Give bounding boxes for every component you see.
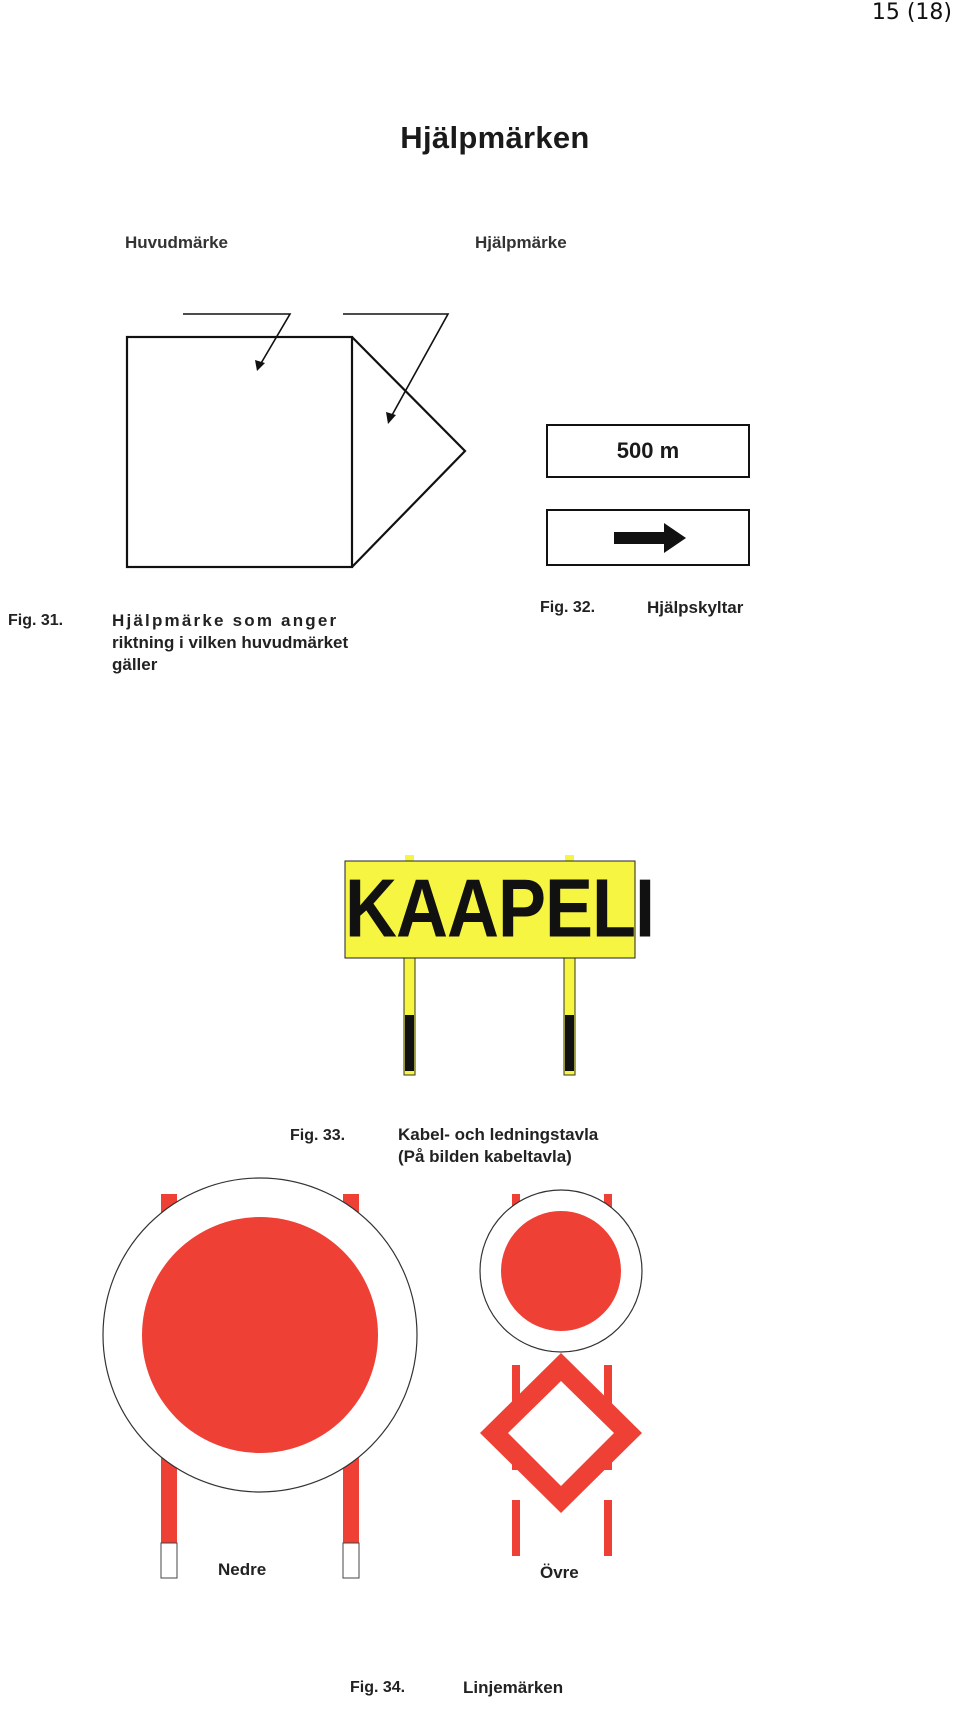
label-lower-marker: Nedre <box>218 1560 267 1579</box>
line-marker-upper <box>480 1190 642 1556</box>
distance-plate-text: 500 m <box>616 438 680 463</box>
pointer-arrow-main <box>183 314 290 365</box>
fig32-caption: Hjälpskyltar <box>647 598 744 617</box>
cable-sign-text: KAAPELI <box>345 862 655 955</box>
fig31-caption <box>112 610 348 676</box>
page-number: 15 (18) <box>871 0 952 25</box>
fig33-caption <box>398 1124 598 1168</box>
fig31-caption-line2: riktning i vilken huvudmärket <box>112 633 349 652</box>
fig33-caption-line1: Kabel- och ledningstavla <box>398 1125 599 1144</box>
pointer-arrow-aux <box>343 314 448 417</box>
lower-marker-disc <box>142 1217 378 1453</box>
pointer-arrow-aux-head <box>386 412 396 424</box>
fig33-number: Fig. 33. <box>290 1127 346 1144</box>
fig32-number: Fig. 32. <box>540 599 596 616</box>
label-auxiliary-sign: Hjälpmärke <box>475 233 567 252</box>
line-marker-lower <box>103 1178 417 1578</box>
fig34-number: Fig. 34. <box>350 1679 406 1696</box>
fig31-caption-line1: Hjälpmärke som anger <box>112 611 339 630</box>
fig31-caption-line3: gäller <box>112 655 158 674</box>
label-main-sign: Huvudmärke <box>125 233 228 252</box>
main-sign-square <box>127 337 352 567</box>
fig33-caption-line2: (På bilden kabeltavla) <box>398 1147 572 1166</box>
page-title: Hjälpmärken <box>400 120 590 155</box>
label-upper-marker: Övre <box>540 1563 579 1582</box>
fig34-caption: Linjemärken <box>463 1678 564 1697</box>
pointer-arrow-main-head <box>255 360 265 371</box>
upper-marker-disc <box>501 1211 621 1331</box>
auxiliary-sign-triangle <box>352 337 465 567</box>
fig31-number: Fig. 31. <box>8 612 64 629</box>
